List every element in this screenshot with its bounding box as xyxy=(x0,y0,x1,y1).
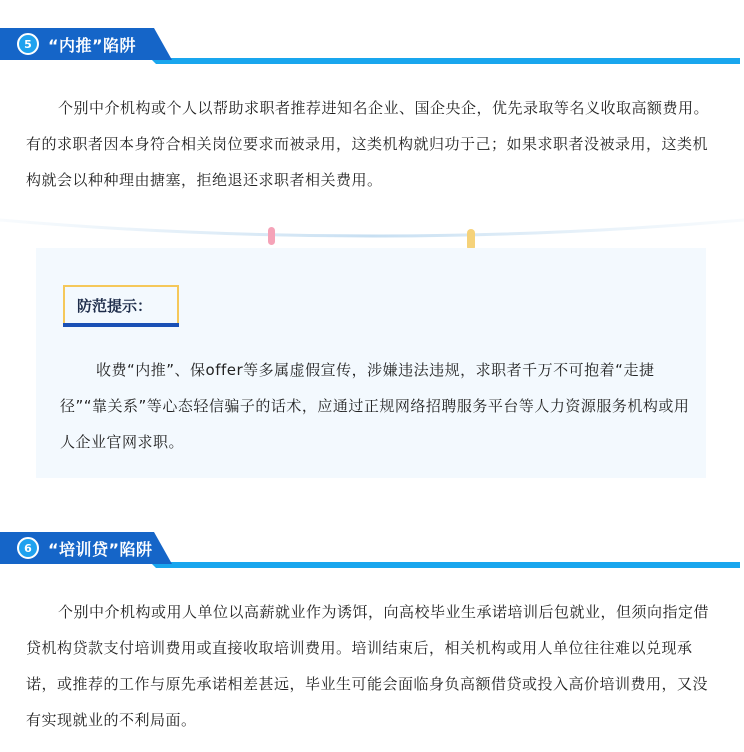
tip-label-underline xyxy=(63,323,179,327)
section-6-header xyxy=(0,532,744,568)
section-6-body: 个别中介机构或用人单位以高薪就业作为诱饵，向高校毕业生承诺培训后包就业，但须向指定借贷机构贷款支付培训费用或直接收取培训费用。培训结束后，相关机构或用人单位往往难以兑现承诺，或推荐的工作与原先承诺相差甚远，毕业生可能会面临身负高额借贷或投入高价培训费用，又没有实现就业的不利局面。 xyxy=(26,603,710,729)
pink-dot xyxy=(268,227,275,245)
section-5-header xyxy=(0,28,744,64)
section-5-body: 个别中介机构或个人以帮助求职者推荐进知名企业、国企央企，优先录取等名义收取高额费用。有的求职者因本身符合相关岗位要求而被录用，这类机构就归功于己；如果求职者没被录用，这类机构就会以种种理由搪塞，拒绝退还求职者相关费用。 xyxy=(26,99,710,189)
tip-body: 收费“内推”、保offer等多属虚假宣传，涉嫌违法违规，求职者千万不可抱着“走捷径”“靠关系”等心态轻信骗子的话术，应通过正规网络招聘服务平台等人力资源服务机构或用人企业官网求职。 xyxy=(60,361,690,451)
tip-label-frame xyxy=(63,285,179,327)
header-accent-line xyxy=(150,58,740,64)
section-title: “培训贷”陷阱 xyxy=(48,540,153,559)
section-number-badge: 5 xyxy=(17,33,39,55)
section-title: “内推”陷阱 xyxy=(48,36,137,55)
tip-label: 防范提示： xyxy=(77,297,153,315)
header-accent-line xyxy=(150,562,740,568)
section-number-badge: 6 xyxy=(17,537,39,559)
tip-box xyxy=(36,248,706,478)
